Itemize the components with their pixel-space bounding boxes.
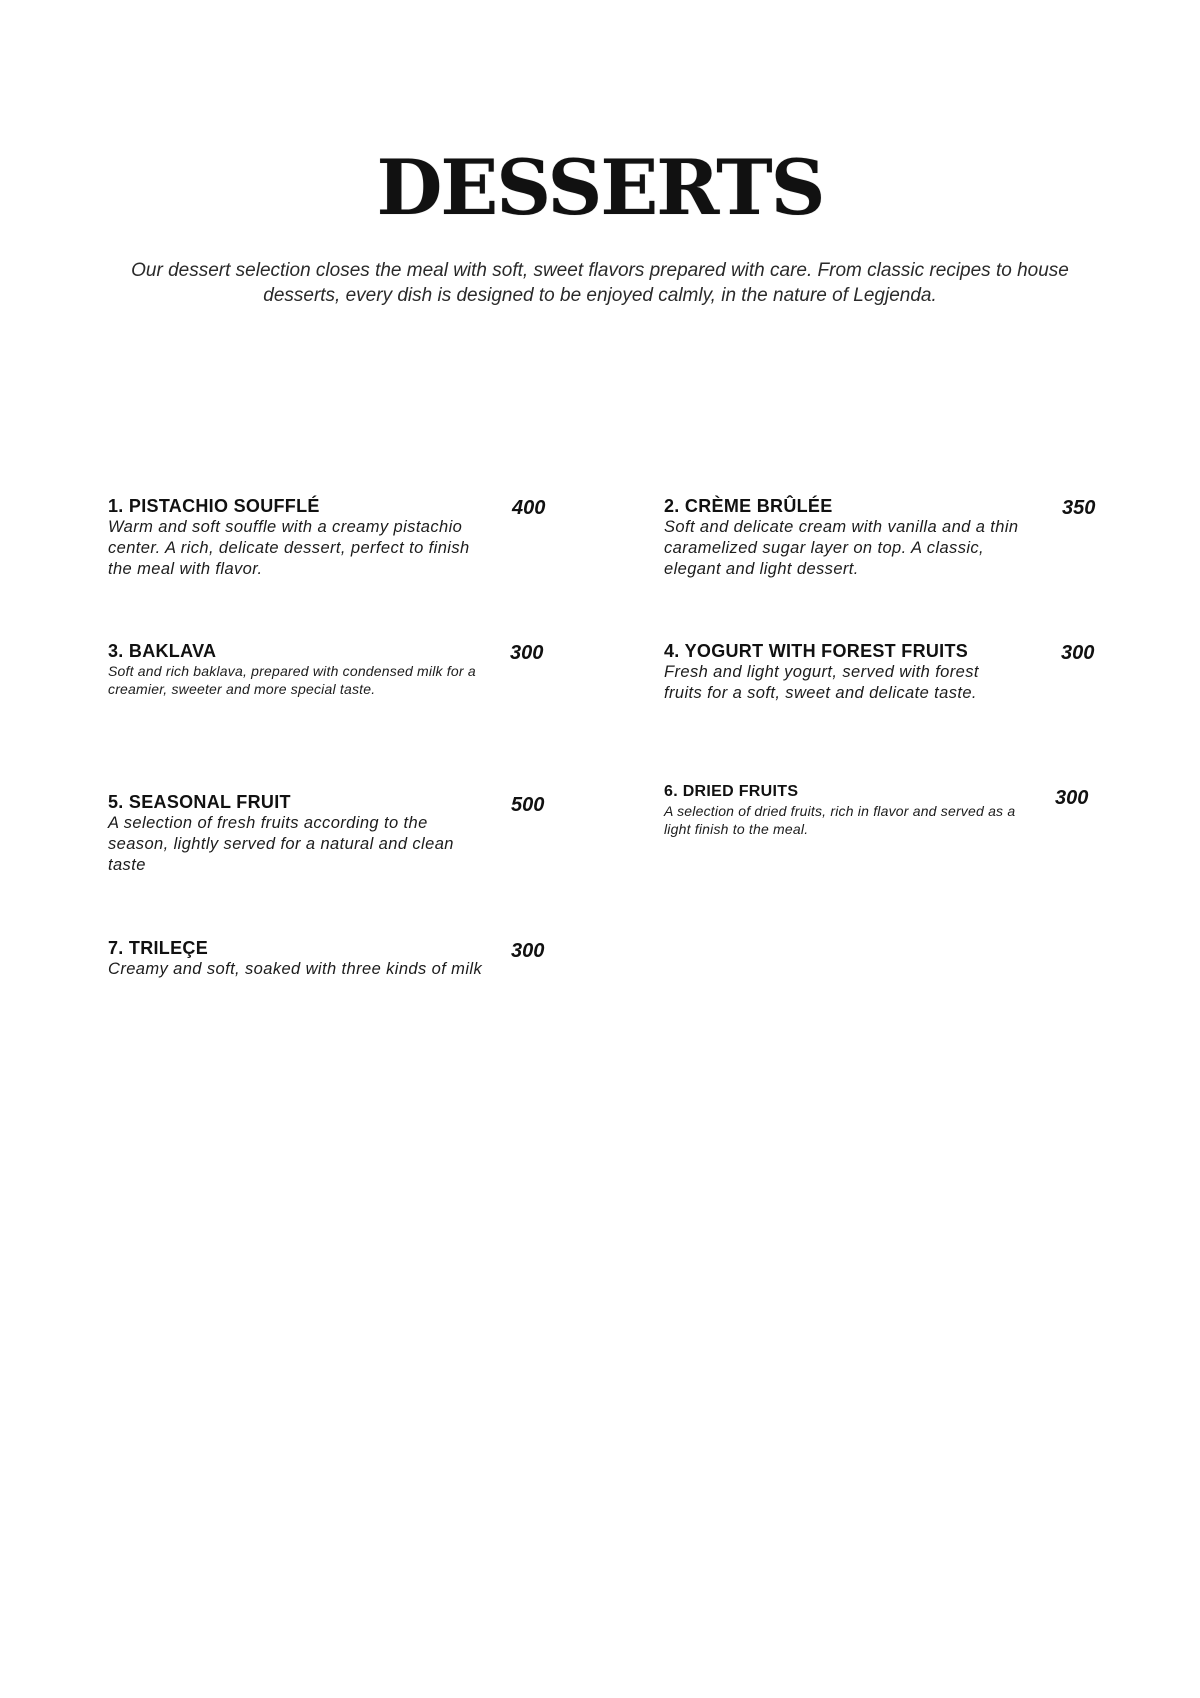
menu-item-baklava <box>108 640 493 698</box>
item-description: Soft and rich baklava, prepared with condensed milk for a creamier, sweeter and more special taste. <box>108 663 476 697</box>
intro-text: Our dessert selection closes the meal with soft, sweet flavors prepared with care. From classic recipes to house desserts, every dish is designed to be enjoyed calmly, in the nature of Legjenda. <box>131 260 1069 306</box>
item-description: Creamy and soft, soaked with three kinds of milk <box>108 960 483 978</box>
item-description: Fresh and light yogurt, served with forest fruits for a soft, sweet and delicate taste. <box>664 663 979 702</box>
item-price: 400 <box>512 497 546 519</box>
menu-item-dried-fruits <box>664 782 1019 838</box>
item-name: 2. CRÈME BRÛLÉE <box>664 496 833 516</box>
item-name: 1. PISTACHIO SOUFFLÉ <box>108 496 320 516</box>
item-price: 500 <box>511 794 545 816</box>
item-description: A selection of fresh fruits according to the season, lightly served for a natural and clean taste <box>108 814 454 874</box>
item-name: 4. YOGURT WITH FOREST FRUITS <box>664 641 969 661</box>
item-description: Warm and soft souffle with a creamy pistachio center. A rich, delicate dessert, perfect to finish the meal with flavor. <box>108 518 470 578</box>
page-title: DESSERTS <box>376 143 824 232</box>
menu-item-pistachio-souffle <box>108 495 478 580</box>
item-name: 6. DRIED FRUITS <box>664 783 799 800</box>
item-name: 7. TRILEÇE <box>108 938 209 958</box>
menu-item-seasonal-fruit <box>108 791 468 876</box>
menu-item-yogurt-forest-fruits <box>664 640 1014 704</box>
item-price: 300 <box>511 940 545 962</box>
item-description: Soft and delicate cream with vanilla and a thin caramelized sugar layer on top. A classic, elegant and light dessert. <box>664 518 1019 578</box>
menu-item-trilece <box>108 937 493 980</box>
item-price: 300 <box>510 642 544 664</box>
menu-item-creme-brulee <box>664 495 1019 580</box>
item-name: 5. SEASONAL FRUIT <box>108 792 291 812</box>
item-description: A selection of dried fruits, rich in flavor and served as a light finish to the meal. <box>664 803 1016 837</box>
item-price: 350 <box>1062 497 1096 519</box>
item-price: 300 <box>1061 642 1095 664</box>
item-price: 300 <box>1055 787 1089 809</box>
item-name: 3. BAKLAVA <box>108 641 217 661</box>
